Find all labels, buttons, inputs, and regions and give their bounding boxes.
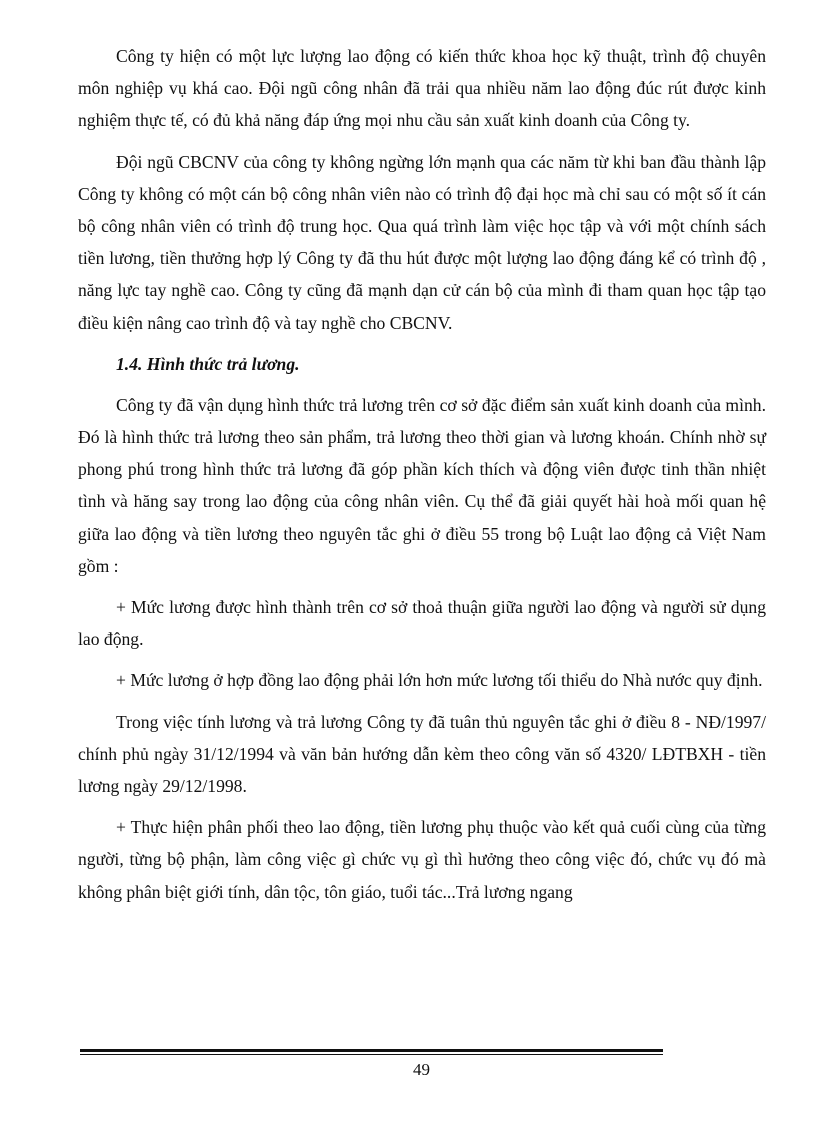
document-page	[78, 40, 766, 917]
paragraph-bullet-distribution: + Thực hiện phân phối theo lao động, tiền lương phụ thuộc vào kết quả cuối cùng của từng người, từng bộ phận, làm công việc gì chức vụ gì thì hưởng theo công việc đó, chức vụ đó mà không phân biệt giới tính, dân tộc, tôn giáo, tuổi tác...Trả lương ngang	[78, 817, 766, 902]
footer-divider	[80, 1049, 663, 1055]
page-number: 49	[413, 1060, 430, 1079]
paragraph-bullet-agreement: + Mức lương được hình thành trên cơ sở thoả thuận giữa người lao động và người sử dụng lao động.	[78, 597, 766, 650]
paragraph-cbcnv: Đội ngũ CBCNV của công ty không ngừng lớn mạnh qua các năm từ khi ban đầu thành lập Công ty không có một cán bộ công nhân viên nào có trình độ đại học mà chỉ sau có một số ít cán bộ công nhân viên có trình độ trung học. Qua quá trình làm việc học tập và với một chính sách tiền lương, tiền thưởng hợp lý Công ty đã thu hút được một lượng lao động đáng kể có trình độ , năng lực tay nghề cao. Công ty cũng đã mạnh dạn cử cán bộ của mình đi tham quan học tập tạo điều kiện nâng cao trình độ và tay nghề cho CBCNV.	[78, 151, 766, 333]
paragraph-workforce: Công ty hiện có một lực lượng lao động có kiến thức khoa học kỹ thuật, trình độ chuyên môn nghiệp vụ khá cao. Đội ngũ công nhân đã trải qua nhiều năm lao động đúc rút được kinh nghiệm thực tế, có đủ khả năng đáp ứng mọi nhu cầu sản xuất kinh doanh của Công ty.	[78, 46, 766, 131]
paragraph-bullet-minimum: + Mức lương ở hợp đồng lao động phải lớn hơn mức lương tối thiểu do Nhà nước quy định.	[116, 670, 763, 691]
paragraph-pay-forms: Công ty đã vận dụng hình thức trả lương trên cơ sở đặc điểm sản xuất kinh doanh của mình. Đó là hình thức trả lương theo sản phẩm, trả lương theo thời gian và lương khoán. Chính nhờ sự phong phú trong hình thức trả lương đã góp phần kích thích và động viên được tinh thần nhiệt tình và hăng say trong lao động của công nhân viên. Cụ thể đã giải quyết hài hoà mối quan hệ giữa lao động và tiền lương theo nguyên tắc ghi ở điều 55 trong bộ Luật lao động cả Việt Nam gồm :	[78, 394, 766, 576]
paragraph-regulation: Trong việc tính lương và trả lương Công ty đã tuân thủ nguyên tắc ghi ở điều 8 - NĐ/1997/ chính phủ ngày 31/12/1994 và văn bản hướng dẫn kèm theo công văn số 4320/ LĐTBXH - tiền lương ngày 29/12/1998.	[78, 711, 766, 797]
section-heading: 1.4. Hình thức trả lương.	[116, 353, 300, 374]
